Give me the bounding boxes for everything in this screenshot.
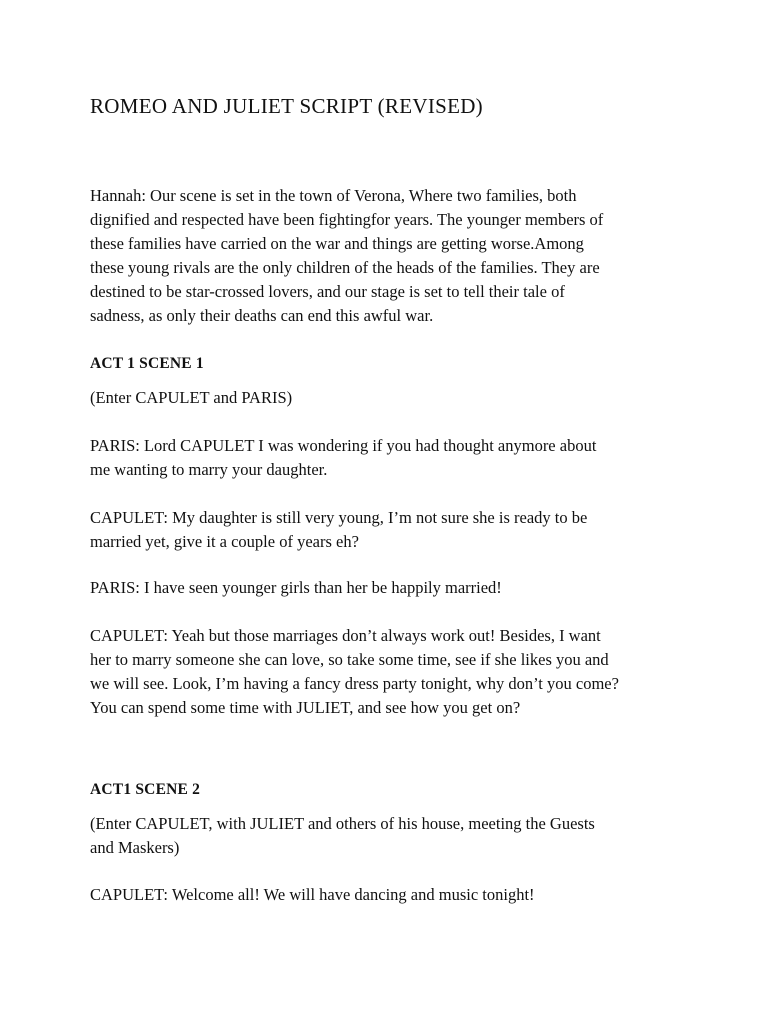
stage-direction [90,812,690,860]
document-title: ROMEO AND JULIET SCRIPT (REVISED) [90,94,483,118]
dialogue-line: married yet, give it a couple of years eh? [90,532,359,551]
intro-line: these families have carried on the war and things are getting worse.Among [90,234,584,253]
intro-line: these young rivals are the only children of the heads of the families. They are [90,258,600,277]
intro-line: Hannah: Our scene is set in the town of Verona, Where two families, both [90,186,577,205]
intro-line: sadness, as only their deaths can end this awful war. [90,306,434,325]
dialogue-capulet-1 [90,506,690,554]
stage-direction-line: (Enter CAPULET and PARIS) [90,388,293,407]
dialogue-line: we will see. Look, I’m having a fancy dress party tonight, why don’t you come? [90,674,619,693]
dialogue-capulet-2 [90,624,690,720]
dialogue-line: CAPULET: Yeah but those marriages don’t always work out! Besides, I want [90,626,601,645]
dialogue-line: PARIS: Lord CAPULET I was wondering if you had thought anymore about [90,436,597,455]
dialogue-line: CAPULET: Welcome all! We will have dancing and music tonight! [90,885,535,904]
stage-direction-line: (Enter CAPULET, with JULIET and others of his house, meeting the Guests [90,814,595,833]
dialogue-paris-1 [90,434,690,482]
dialogue-capulet-3 [90,883,690,907]
dialogue-line: CAPULET: My daughter is still very young, I’m not sure she is ready to be [90,508,588,527]
intro-paragraph [90,184,690,328]
intro-line: destined to be star-crossed lovers, and our stage is set to tell their tale of [90,282,565,301]
stage-direction-line: and Maskers) [90,838,180,857]
dialogue-line: You can spend some time with JULIET, and see how you get on? [90,698,521,717]
stage-direction [90,386,690,410]
intro-line: dignified and respected have been fightingfor years. The younger members of [90,210,604,229]
dialogue-line: PARIS: I have seen younger girls than her be happily married! [90,578,502,597]
act1-scene2-heading: ACT1 SCENE 2 [90,781,201,798]
dialogue-paris-2 [90,576,690,600]
act1-scene1-heading: ACT 1 SCENE 1 [90,355,204,372]
dialogue-line: me wanting to marry your daughter. [90,460,328,479]
dialogue-line: her to marry someone she can love, so take some time, see if she likes you and [90,650,609,669]
